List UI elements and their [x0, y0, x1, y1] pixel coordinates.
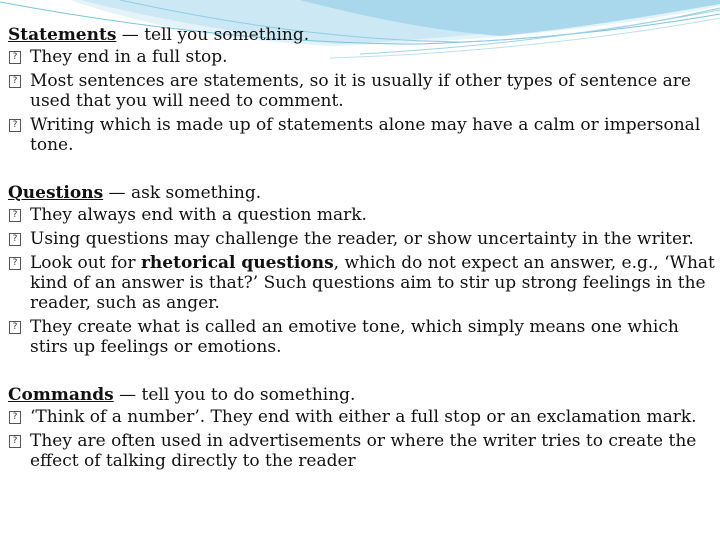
list-item — [8, 205, 716, 225]
statements-title: Statements — [8, 25, 117, 45]
questions-section — [8, 183, 716, 357]
bullet-icon: ? — [9, 51, 21, 64]
list-item-text: They end in a full stop. — [30, 47, 228, 67]
list-item — [8, 47, 716, 67]
commands-section — [8, 385, 716, 471]
commands-subtitle: tell you to do something. — [141, 385, 356, 405]
bullet-icon: ? — [9, 257, 21, 270]
heading-dash: — — [116, 25, 145, 45]
list-item-text: They create what is called an emotive tone, which simply means one which stirs up feelings or emotions. — [30, 317, 679, 357]
bullet-icon: ? — [9, 75, 21, 88]
bullet-icon: ? — [9, 209, 21, 222]
statements-subtitle: tell you something. — [144, 25, 310, 45]
rhetorical-questions-term: rhetorical questions — [140, 253, 334, 273]
list-item — [8, 71, 716, 111]
list-item-text: Using questions may challenge the reader, or show uncertainty in the writer. — [30, 229, 694, 249]
heading-dash: — — [103, 183, 131, 203]
bullet-icon: ? — [9, 119, 21, 132]
statements-heading — [8, 25, 716, 45]
list-item — [8, 253, 716, 313]
list-item-text: Writing which is made up of statements alone may have a calm or impersonal tone. — [30, 115, 701, 155]
questions-heading — [8, 183, 716, 203]
list-item-text: They always end with a question mark. — [30, 205, 367, 225]
list-item — [8, 431, 716, 471]
bullet-icon: ? — [9, 435, 21, 448]
bullet-icon: ? — [9, 321, 21, 334]
list-item — [8, 317, 716, 357]
questions-subtitle: ask something. — [130, 183, 262, 203]
heading-dash: — — [113, 385, 142, 405]
commands-title: Commands — [8, 385, 114, 405]
bullet-icon: ? — [9, 411, 21, 424]
commands-heading — [8, 385, 716, 405]
list-item — [8, 115, 716, 155]
list-item — [8, 407, 716, 427]
list-item — [8, 229, 716, 249]
bullet-icon: ? — [9, 233, 21, 246]
document-body — [8, 25, 716, 475]
list-item-text-post: , which do not expect an answer, e.g., ‘What kind of an answer is that?’ Such questions aim to stir up strong feelings in the reader, such as anger. — [30, 253, 715, 313]
questions-title: Questions — [8, 183, 104, 203]
statements-section — [8, 25, 716, 155]
list-item-text-pre: Look out for — [30, 253, 141, 273]
list-item-text: Most sentences are statements, so it is usually if other types of sentence are used that you will need to comment. — [30, 71, 691, 111]
list-item-text: ‘Think of a number’. They end with either a full stop or an exclamation mark. — [30, 407, 697, 427]
list-item-text: They are often used in advertisements or where the writer tries to create the effect of talking directly to the reader — [30, 431, 697, 471]
